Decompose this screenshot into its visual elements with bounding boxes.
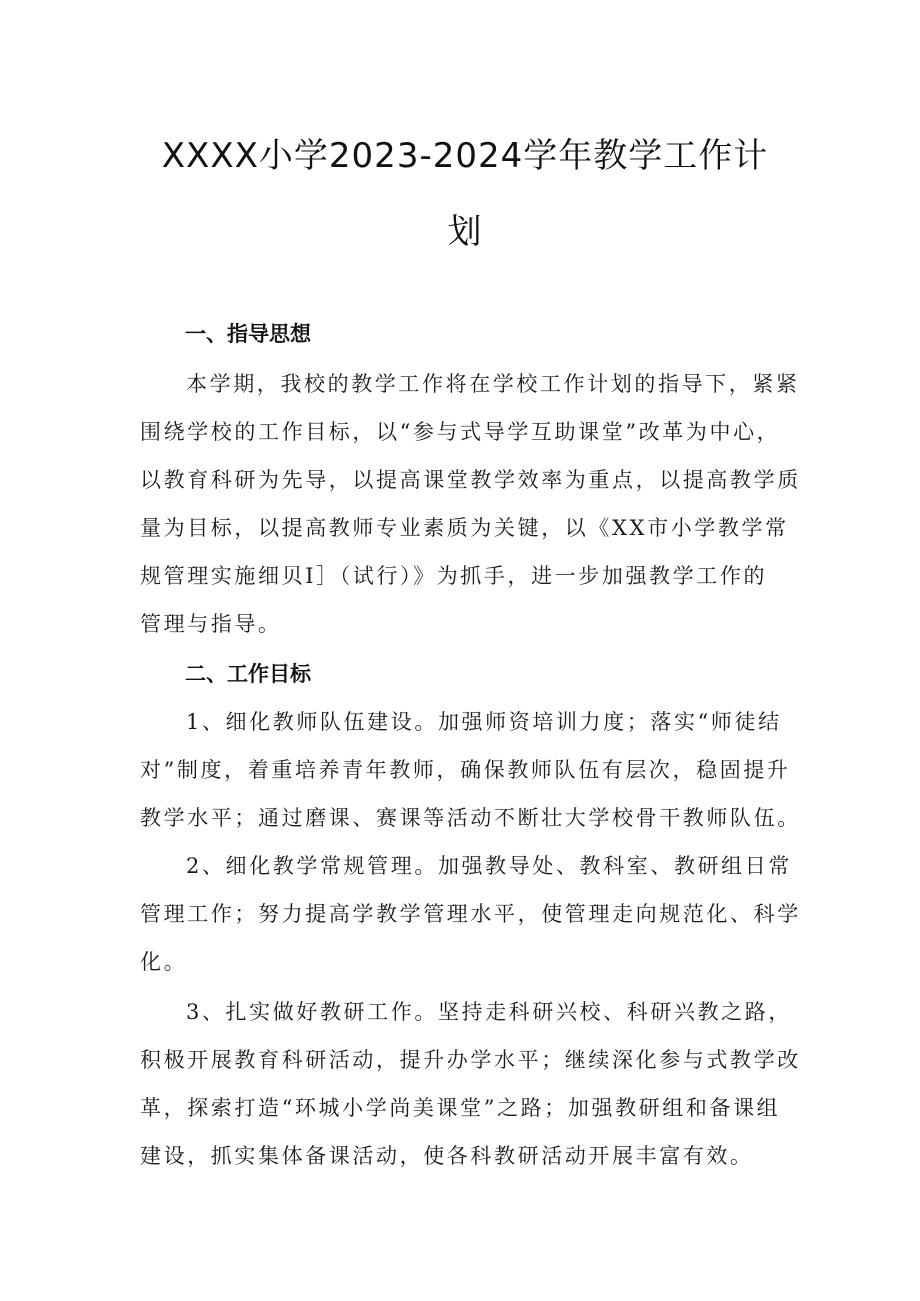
section-heading-guiding-ideology: 一、指导思想 bbox=[185, 322, 311, 346]
paragraph-line: 革，探索打造“环城小学尚美课堂”之路；加强教研组和备课组 bbox=[140, 1096, 781, 1120]
paragraph-line: 2、细化教学常规管理。加强教导处、教科室、教研组日常 bbox=[186, 854, 792, 878]
section-heading-work-goals: 二、工作目标 bbox=[185, 662, 311, 686]
paragraph-line: 管理与指导。 bbox=[140, 612, 282, 636]
document-title-continued: 划 bbox=[447, 212, 483, 252]
paragraph-line: 规管理实施细贝I］（试行）》为抓手，进一步加强教学工作的 bbox=[140, 564, 768, 588]
paragraph-line: 积极开展教育科研活动，提升办学水平；继续深化参与式教学改 bbox=[140, 1048, 801, 1072]
paragraph-line: 教学水平；通过磨课、赛课等活动不断壮大学校骨干教师队伍。 bbox=[140, 806, 801, 830]
paragraph-line: 量为目标，以提高教师专业素质为关键，以《XX市小学教学常 bbox=[140, 516, 789, 540]
paragraph-line: 以教育科研为先导，以提高课堂教学效率为重点，以提高教学质 bbox=[140, 468, 801, 492]
paragraph-line: 围绕学校的工作目标，以“参与式导学互助课堂”改革为中心， bbox=[140, 420, 781, 444]
paragraph-line: 1、细化教师队伍建设。加强师资培训力度；落实“师徒结 bbox=[186, 710, 782, 734]
paragraph-line: 管理工作；努力提高学教学管理水平，使管理走向规范化、科学 bbox=[140, 902, 801, 926]
document-title: XXXX小学2023-2024学年教学工作计 bbox=[161, 136, 769, 176]
paragraph-line: 本学期，我校的教学工作将在学校工作计划的指导下，紧紧 bbox=[186, 372, 800, 396]
paragraph-line: 化。 bbox=[140, 950, 188, 974]
paragraph-line: 3、扎实做好教研工作。坚持走科研兴校、科研兴教之路， bbox=[186, 1000, 792, 1024]
paragraph-line: 对”制度，着重培养青年教师，确保教师队伍有层次，稳固提升 bbox=[140, 758, 791, 782]
paragraph-line: 建设，抓实集体备课活动，使各科教研活动开展丰富有效。 bbox=[140, 1144, 754, 1168]
